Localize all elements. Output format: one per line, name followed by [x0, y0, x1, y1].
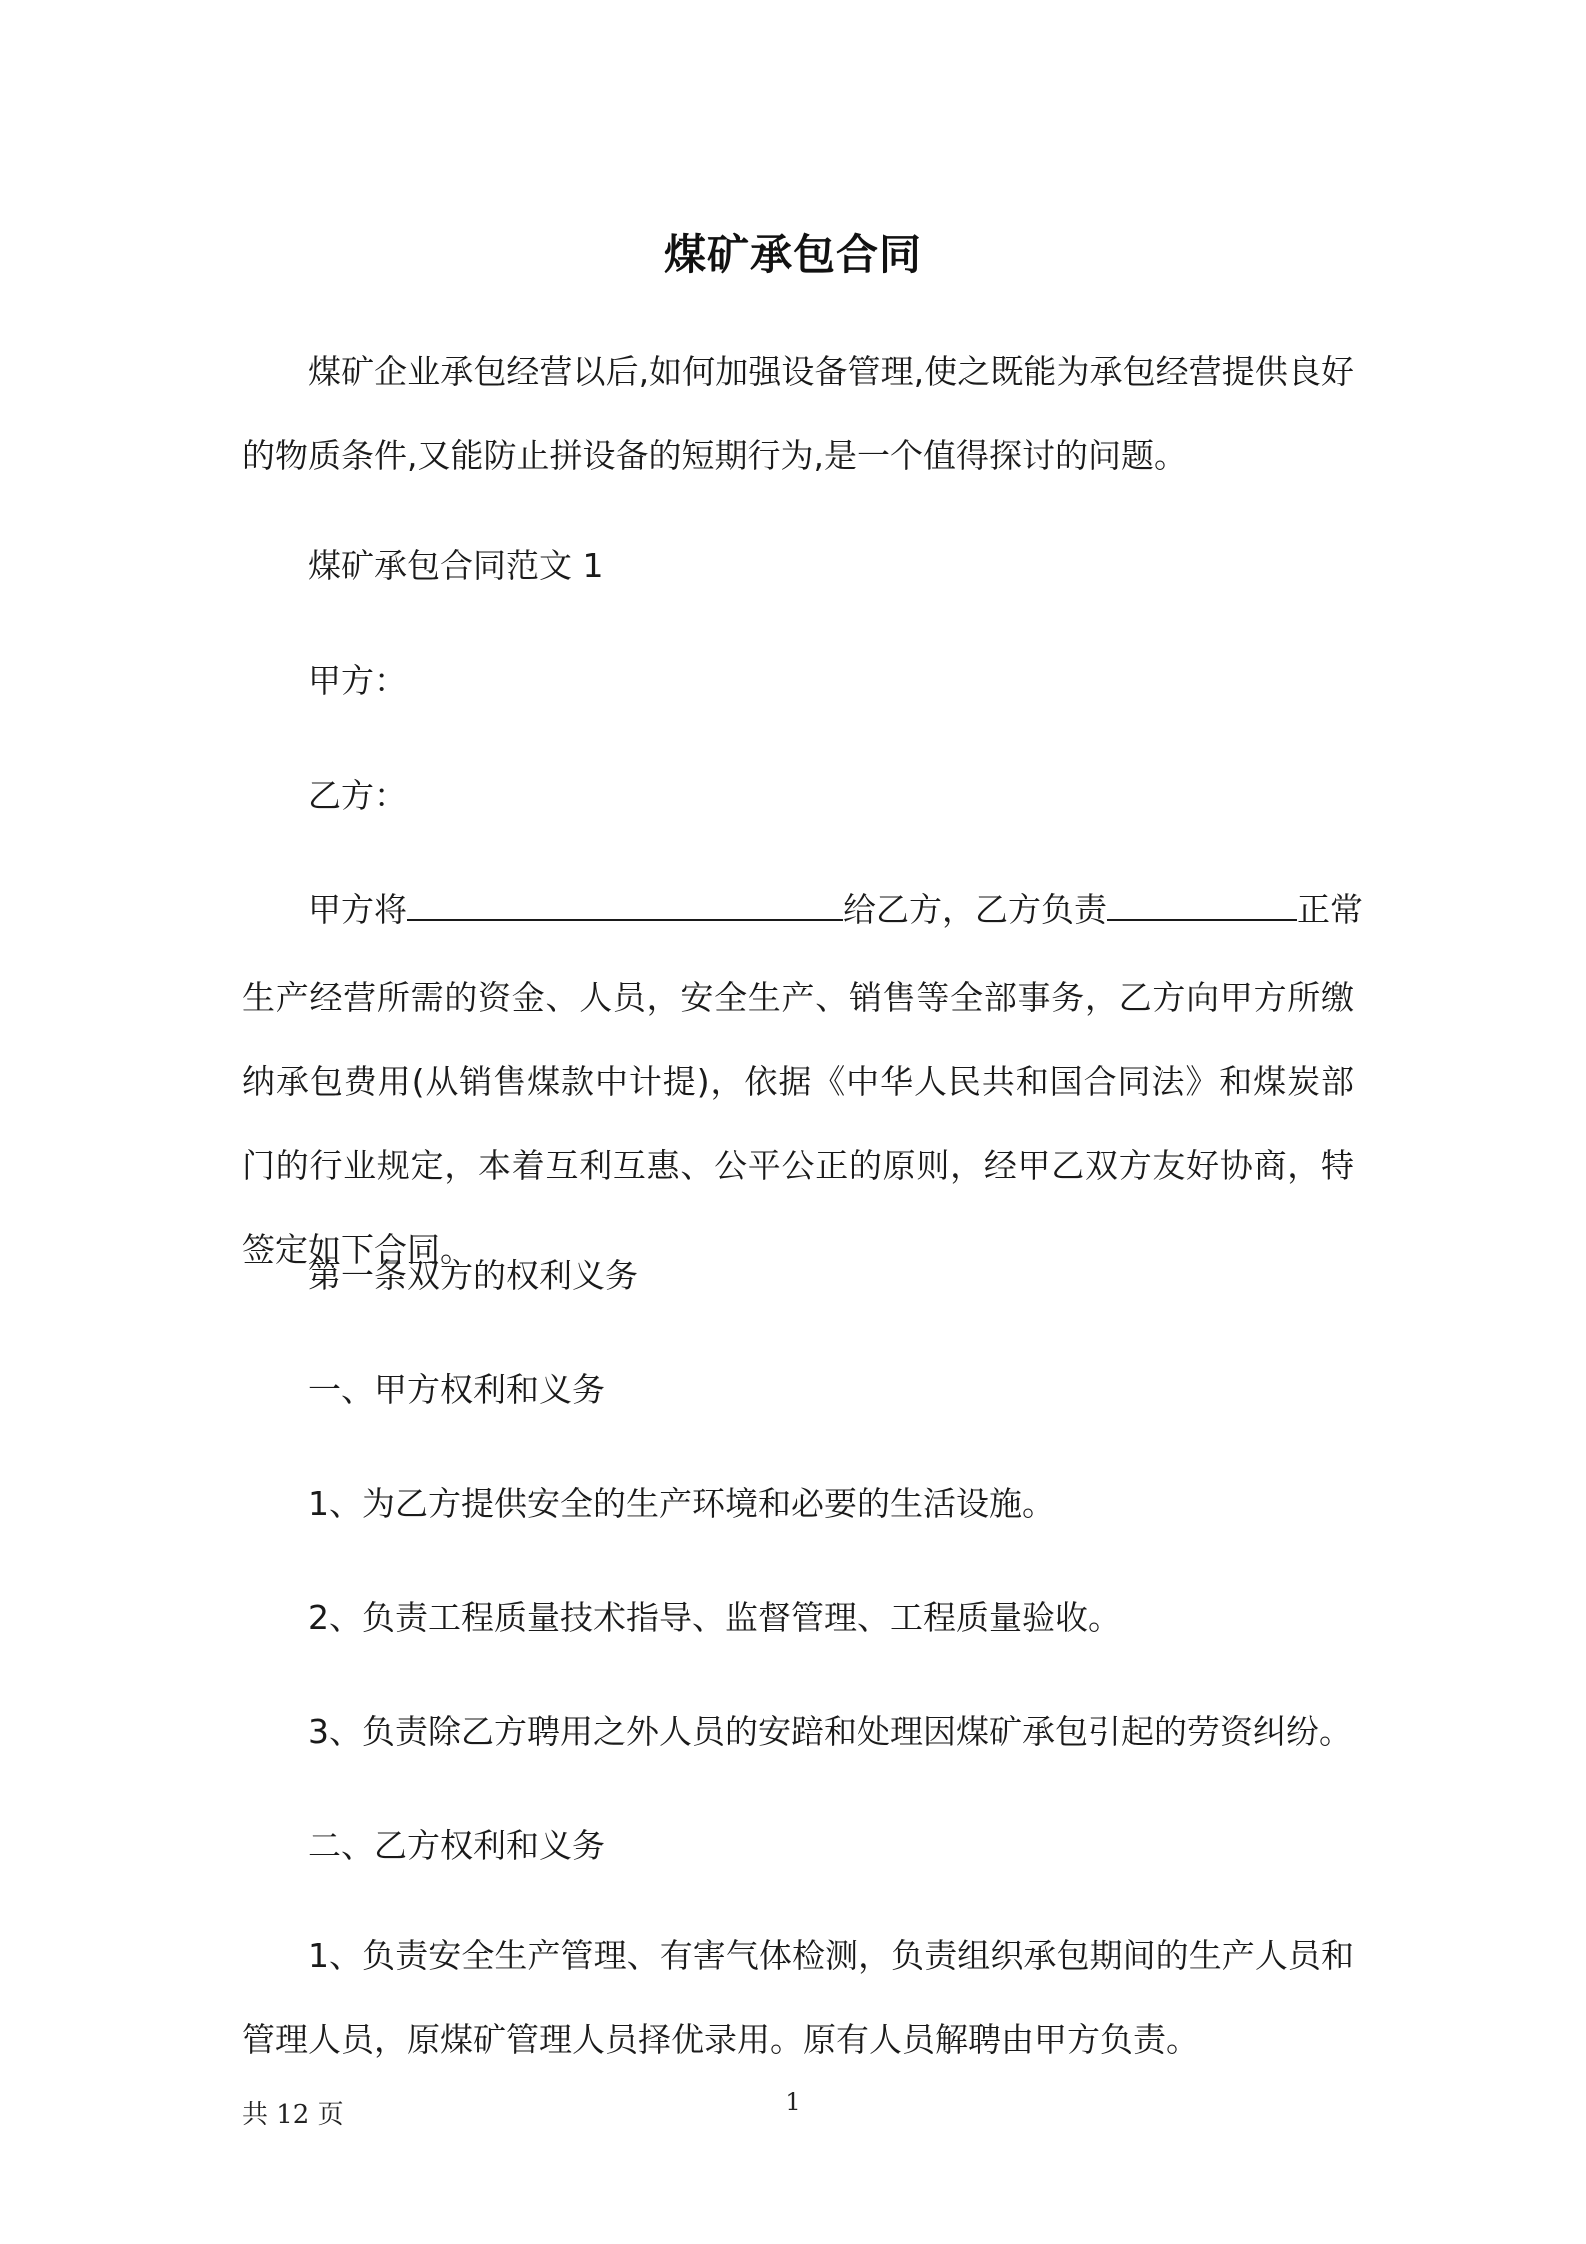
section-b-item-1: 1、负责安全生产管理、有害气体检测，负责组织承包期间的生产人员和管理人员，原煤矿管理人员择优录用。原有人员解聘由甲方负责。 — [242, 1936, 1354, 2059]
clause-first-line — [308, 884, 1363, 931]
section-a-heading: 一、甲方权利和义务 — [308, 1370, 605, 1409]
clause-paragraph: 生产经营所需的资金、人员，安全生产、销售等全部事务，乙方向甲方所缴纳承包费用(从销售煤款中计提)，依据《中华人民共和国合同法》和煤炭部门的行业规定，本着互利互惠、公平公正的原则，经甲乙双方友好协商，特签定如下合同。 — [242, 978, 1354, 1269]
section-b-heading: 二、乙方权利和义务 — [308, 1826, 605, 1865]
section-a-item-2: 2、负责工程质量技术指导、监督管理、工程质量验收。 — [308, 1598, 1121, 1637]
section-a-item-3: 3、负责除乙方聘用之外人员的安踣和处理因煤矿承包引起的劳资纠纷。 — [308, 1712, 1352, 1751]
article-1-heading: 第一条双方的权利义务 — [308, 1256, 638, 1295]
footer-total-pages: 共 12 页 — [242, 2100, 344, 2130]
clause-part-2: 给乙方，乙方负责 — [843, 890, 1107, 929]
document-title: 煤矿承包合同 — [663, 230, 922, 279]
section-a-item-1: 1、为乙方提供安全的生产环境和必要的生活设施。 — [308, 1484, 1055, 1523]
party-a-label: 甲方： — [308, 661, 407, 700]
blank-field-scope — [1107, 889, 1297, 921]
intro-paragraph: 煤矿企业承包经营以后,如何加强设备管理,使之既能为承包经营提供良好的物质条件,又能防止拼设备的短期行为,是一个值得探讨的问题。 — [242, 352, 1354, 475]
sample-heading: 煤矿承包合同范文 1 — [308, 546, 604, 585]
party-b-label: 乙方： — [308, 776, 407, 815]
blank-field-project — [407, 889, 843, 921]
footer-page-number: 1 — [785, 2088, 801, 2116]
clause-part-1: 甲方将 — [308, 890, 407, 929]
clause-part-3: 正常 — [1297, 890, 1363, 929]
